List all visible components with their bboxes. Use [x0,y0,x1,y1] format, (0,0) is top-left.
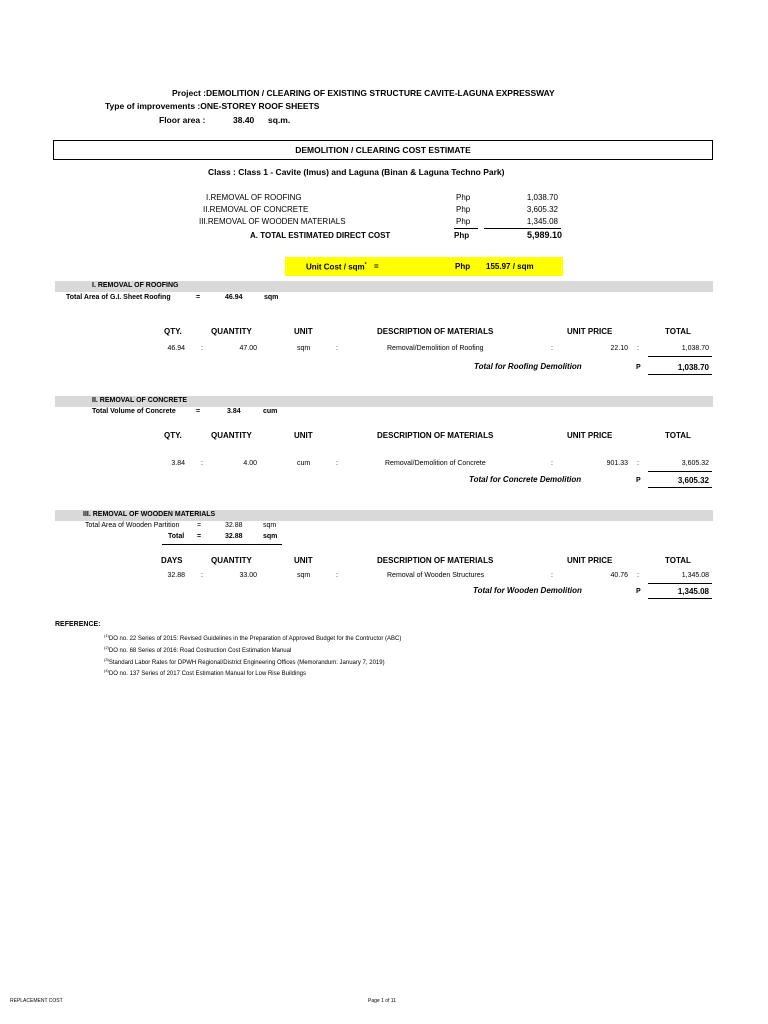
wooden-total-value: 1,345.08 [677,587,709,596]
band-concrete-label: II. REMOVAL OF CONCRETE [92,397,188,404]
reference-item [104,657,385,666]
summary-cur-wooden: Php [456,217,471,226]
estimate-title: DEMOLITION / CLEARING COST ESTIMATE [295,145,471,155]
roofing-area-value: 46.94 [225,294,243,301]
roofing-total-value: 1,038.70 [677,363,709,372]
wooden-total-row-value: 32.88 [225,533,243,540]
band-roofing-label: I. REMOVAL OF ROOFING [92,282,179,289]
colon: : [551,345,553,352]
wooden-area-label: Total Area of Wooden Partition [85,522,180,529]
footer-left: REPLACEMENT COST [10,998,63,1004]
reference-text: Standard Labor Rates for DPWH Regional/District Engineering Offices (Memorandum: January 7, 2019) [108,660,385,666]
wooden-qty: 32.88 [167,572,185,579]
concrete-unit: cum [297,460,311,467]
wooden-total-p: P [636,588,641,595]
project-line [172,88,555,98]
roofing-area-unit: sqm [264,294,279,301]
reference-item [104,633,401,642]
band-wooden [55,510,713,521]
reference-num: (3) [104,657,109,662]
concrete-vol-label: Total Volume of Concrete [92,408,176,415]
roofing-quantity: 47.00 [239,345,257,352]
unit-cost-value: 155.97 / sqm [486,262,534,271]
wooden-total-rule [648,598,712,599]
colon: : [336,572,338,579]
total-direct-amount: 5,989.10 [526,230,562,240]
unit-cost-eq: = [374,262,379,271]
page-number: Page 1 of 11 [368,998,396,1004]
floor-area-value: 38.40 [233,115,255,125]
col-unit: UNIT [294,327,313,336]
col-desc: DESCRIPTION OF MATERIALS [377,556,494,565]
summary-cur-roofing: Php [456,193,471,202]
reference-num: (2) [104,645,109,650]
roofing-desc: Removal/Demolition of Roofing [387,345,484,352]
colon: : [336,345,338,352]
colon: : [637,572,639,579]
band-wooden-label: III. REMOVAL OF WOODEN MATERIALS [83,511,216,518]
roofing-total-p: P [636,364,641,371]
col-price: UNIT PRICE [567,431,613,440]
improvements-value: ONE-STOREY ROOF SHEETS [200,101,320,111]
concrete-total-rule [648,487,712,488]
reference-item [104,645,291,654]
col-total: TOTAL [665,556,691,565]
wooden-area-value: 32.88 [225,522,243,529]
colon: : [551,460,553,467]
concrete-vol-value: 3.84 [227,408,241,415]
colon: : [637,345,639,352]
wooden-desc: Removal of Wooden Structures [387,572,485,579]
roofing-total: 1,038.70 [681,345,709,352]
reference-num: (4) [104,668,109,673]
project-label: Project : [172,88,207,98]
reference-num: (1) [104,633,109,638]
improvements-label: Type of improvements : [105,101,201,111]
roofing-qty: 46.94 [167,345,185,352]
unit-cost-label [306,262,367,272]
roofing-rule [648,356,712,357]
wooden-quantity: 33.00 [239,572,257,579]
concrete-rule [648,471,712,472]
colon: : [336,460,338,467]
summary-label-concrete: II.REMOVAL OF CONCRETE [203,205,309,214]
summary-label-roofing: I.REMOVAL OF ROOFING [206,193,302,202]
roofing-area-eq: = [196,294,201,301]
concrete-total: 3,605.32 [681,460,709,467]
summary-amount-concrete: 3,605.32 [526,205,558,214]
col-price: UNIT PRICE [567,327,613,336]
summary-rule-amount [484,228,561,229]
concrete-price: 901.33 [606,460,628,467]
col-unit: UNIT [294,431,313,440]
summary-rule-cur [454,228,478,229]
col-quantity: QUANTITY [211,327,252,336]
floor-area-label: Floor area : [159,115,206,125]
col-unit: UNIT [294,556,313,565]
concrete-total-label: Total for Concrete Demolition [469,475,582,484]
col-days: DAYS [161,556,183,565]
wooden-area-unit: sqm [263,522,277,529]
reference-text: DO no. 68 Series of 2016: Road Costruction Cost Estimation Manual [108,648,292,654]
col-desc: DESCRIPTION OF MATERIALS [377,431,494,440]
concrete-quantity: 4.00 [243,460,257,467]
concrete-vol-eq: = [196,408,201,415]
improvements-line [105,101,319,111]
roofing-area-label: Total Area of G.I. Sheet Roofing [66,294,171,301]
col-price: UNIT PRICE [567,556,613,565]
concrete-desc: Removal/Demolition of Concrete [385,460,486,467]
roofing-unit: sqm [297,345,311,352]
total-direct-label: A. TOTAL ESTIMATED DIRECT COST [250,231,391,240]
wooden-total-row-unit: sqm [263,533,278,540]
unit-cost-text: Unit Cost / sqm [306,262,365,272]
unit-cost-star: * [364,262,367,268]
col-total: TOTAL [665,431,691,440]
colon: : [637,460,639,467]
unit-cost-cur: Php [455,262,471,271]
roofing-total-rule [648,374,712,375]
col-quantity: QUANTITY [211,431,252,440]
concrete-qty: 3.84 [171,460,185,467]
total-direct-cur: Php [454,231,470,240]
colon: : [201,460,203,467]
col-desc: DESCRIPTION OF MATERIALS [377,327,494,336]
col-qty: QTY. [164,327,182,336]
col-quantity: QUANTITY [211,556,252,565]
project-value: DEMOLITION / CLEARING OF EXISTING STRUCTURE CAVITE-LAGUNA EXPRESSWAY [206,88,555,98]
wooden-area-eq: = [197,522,202,529]
wooden-total-label: Total for Wooden Demolition [473,586,582,595]
roofing-price: 22.10 [610,345,628,352]
concrete-total-value: 3,605.32 [677,476,709,485]
reference-text: DO no. 137 Series of 2017 Cost Estimation Manual for Low Rise Buildings [108,671,306,677]
summary-amount-wooden: 1,345.08 [526,217,558,226]
wooden-total-row-label: Total [168,533,185,540]
wooden-rule [648,583,712,584]
reference-text: DO no. 22 Series of 2015: Revised Guidelines in the Preparation of Approved Budget for the Contructor (ABC) [108,636,402,642]
concrete-total-p: P [636,477,641,484]
col-total: TOTAL [665,327,691,336]
roofing-total-label: Total for Roofing Demolition [474,362,582,371]
wooden-total-row-eq: = [197,533,202,540]
band-roofing [55,281,713,292]
colon: : [201,572,203,579]
concrete-vol-unit: cum [263,408,278,415]
reference-label: REFERENCE: [55,621,101,628]
class-line: Class : Class 1 - Cavite (Imus) and Laguna (Binan & Laguna Techno Park) [208,167,505,177]
reference-item [104,668,306,677]
summary-label-wooden: III.REMOVAL OF WOODEN MATERIALS [199,217,346,226]
colon: : [551,572,553,579]
colon: : [201,345,203,352]
summary-amount-roofing: 1,038.70 [526,193,558,202]
floor-area-unit: sq.m. [268,115,291,125]
summary-cur-concrete: Php [456,205,471,214]
band-concrete [55,396,713,407]
wooden-total: 1,345.08 [681,572,709,579]
wooden-total-row-rule [162,544,282,545]
wooden-price: 40.76 [610,572,628,579]
col-qty: QTY. [164,431,182,440]
wooden-unit: sqm [297,572,311,579]
